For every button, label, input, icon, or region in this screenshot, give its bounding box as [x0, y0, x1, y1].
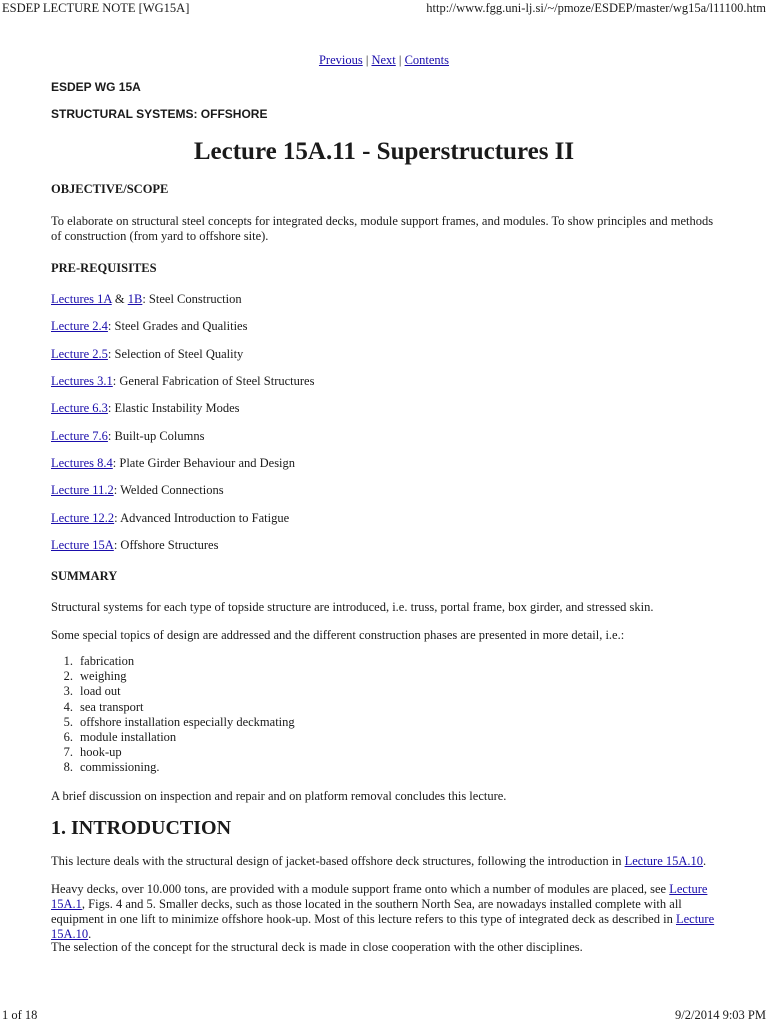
prereq-link[interactable]: Lectures 1A — [51, 292, 112, 306]
intro-text: This lecture deals with the structural design of jacket-based offshore deck structures, following the introduction in — [51, 854, 625, 868]
prereq-item — [51, 429, 719, 444]
list-item — [51, 700, 295, 715]
prereq-text: : Elastic Instability Modes — [107, 401, 240, 415]
lecture-link[interactable]: Lecture 15A.10 — [51, 912, 715, 941]
subject-label: STRUCTURAL SYSTEMS: OFFSHORE — [51, 107, 268, 121]
intro-text: Heavy decks, over 10.000 tons, are provided with a module support frame onto which a number of modules are placed, see — [51, 882, 670, 896]
intro-text: . — [88, 927, 92, 941]
prereq-text: : General Fabrication of Steel Structures — [112, 374, 315, 388]
list-number: 8. — [63, 760, 73, 775]
prereq-link[interactable]: Lectures 8.4 — [51, 456, 113, 470]
prereq-item — [51, 456, 719, 471]
introduction-heading: 1. INTRODUCTION — [51, 817, 232, 839]
list-item — [51, 715, 295, 730]
nav-links — [0, 53, 768, 68]
list-text: module installation — [80, 730, 177, 745]
prereq-link[interactable]: Lecture 7.6 — [51, 429, 108, 443]
page-title: Lecture 15A.11 - Superstructures II — [193, 138, 575, 165]
list-number: 2. — [63, 669, 73, 684]
prereq-text: : Offshore Structures — [113, 538, 219, 552]
prereq-text: : Steel Grades and Qualities — [107, 319, 248, 333]
list-item — [51, 684, 295, 699]
list-item — [51, 760, 295, 775]
next-link[interactable]: Next — [371, 53, 396, 67]
list-text: offshore installation especially deckmating — [80, 714, 295, 729]
prereq-link[interactable]: Lectures 3.1 — [51, 374, 113, 388]
prereq-link[interactable]: 1B — [127, 292, 143, 306]
prereq-link[interactable]: Lecture 12.2 — [51, 511, 115, 525]
list-text: sea transport — [80, 699, 144, 714]
prereq-item — [51, 483, 719, 498]
summary-paragraph: Structural systems for each type of topside structure are introduced, i.e. truss, portal frame, box girder, and stressed skin. — [51, 600, 654, 614]
list-item — [51, 730, 295, 745]
prereq-item — [51, 401, 719, 416]
prereq-link[interactable]: Lecture 2.4 — [51, 319, 108, 333]
lecture-link[interactable]: Lecture 15A.1 — [51, 882, 708, 911]
contents-link[interactable]: Contents — [404, 53, 450, 67]
summary-paragraph: Some special topics of design are addressed and the different construction phases are presented in more detail, i.e.: — [51, 628, 625, 642]
list-item — [51, 669, 295, 684]
objective-heading: OBJECTIVE/SCOPE — [51, 182, 169, 196]
prereq-text: : Welded Connections — [113, 483, 224, 497]
intro-text: , Figs. 4 and 5. Smaller decks, such as those located in the southern North Sea, are nowadays installed complete with all equipment in one lift to minimize offshore hook-up. Most of this lecture refers to this type of integrated deck as described in — [51, 897, 682, 926]
construction-phases-list — [51, 654, 295, 776]
prereq-item — [51, 292, 719, 307]
list-text: load out — [80, 684, 121, 699]
prereq-link[interactable]: Lecture 15A — [51, 538, 114, 552]
prereq-text: : Plate Girder Behaviour and Design — [112, 456, 296, 470]
previous-link[interactable]: Previous — [318, 53, 363, 67]
list-number: 6. — [63, 730, 73, 745]
list-number: 3. — [63, 684, 73, 699]
summary-conclusion: A brief discussion on inspection and repair and on platform removal concludes this lecture. — [51, 789, 507, 803]
prereq-link[interactable]: Lecture 6.3 — [51, 401, 108, 415]
prereq-text: : Selection of Steel Quality — [107, 347, 244, 361]
prereq-text: : Built-up Columns — [107, 429, 205, 443]
objective-text: To elaborate on structural steel concepts for integrated decks, module support frames, and modules. To show principles and methods of construction (from yard to offshore site). — [51, 214, 714, 243]
intro-paragraph — [51, 854, 719, 869]
browser-url: http://www.fgg.uni-lj.si/~/pmoze/ESDEP/master/wg15a/l11100.htm — [426, 1, 766, 15]
prereq-text: : Steel Construction — [142, 292, 242, 306]
prereq-heading: PRE-REQUISITES — [51, 261, 157, 275]
browser-page-title: ESDEP LECTURE NOTE [WG15A] — [2, 1, 190, 15]
list-number: 4. — [63, 699, 73, 714]
list-number: 1. — [63, 654, 73, 668]
prereq-item — [51, 347, 719, 362]
list-text: hook-up — [80, 745, 122, 760]
list-text: commissioning. — [80, 760, 160, 775]
list-number: 5. — [63, 714, 73, 729]
prereq-item — [51, 538, 719, 553]
print-timestamp: 9/2/2014 9:03 PM — [675, 1008, 766, 1022]
list-text: fabrication — [80, 654, 135, 668]
summary-heading: SUMMARY — [51, 569, 118, 583]
list-item — [51, 745, 295, 760]
intro-text: . — [703, 854, 707, 868]
prereq-text: : Advanced Introduction to Fatigue — [114, 511, 290, 525]
nav-separator: | — [395, 53, 405, 67]
list-item — [51, 654, 295, 669]
list-number: 7. — [63, 745, 73, 760]
prereq-item — [51, 319, 719, 334]
working-group-label: ESDEP WG 15A — [51, 80, 141, 94]
prereq-item — [51, 374, 719, 389]
list-text: weighing — [80, 669, 127, 684]
prereq-link[interactable]: Lecture 11.2 — [51, 483, 114, 497]
intro-paragraph: The selection of the concept for the structural deck is made in close cooperation with the other disciplines. — [51, 940, 583, 954]
intro-paragraph — [51, 882, 719, 942]
prereq-item — [51, 511, 719, 526]
lecture-link[interactable]: Lecture 15A.10 — [624, 854, 704, 868]
nav-separator: | — [362, 53, 372, 67]
page-counter: 1 of 18 — [2, 1008, 38, 1022]
prereq-link[interactable]: Lecture 2.5 — [51, 347, 108, 361]
prereq-joiner: & — [111, 292, 128, 306]
